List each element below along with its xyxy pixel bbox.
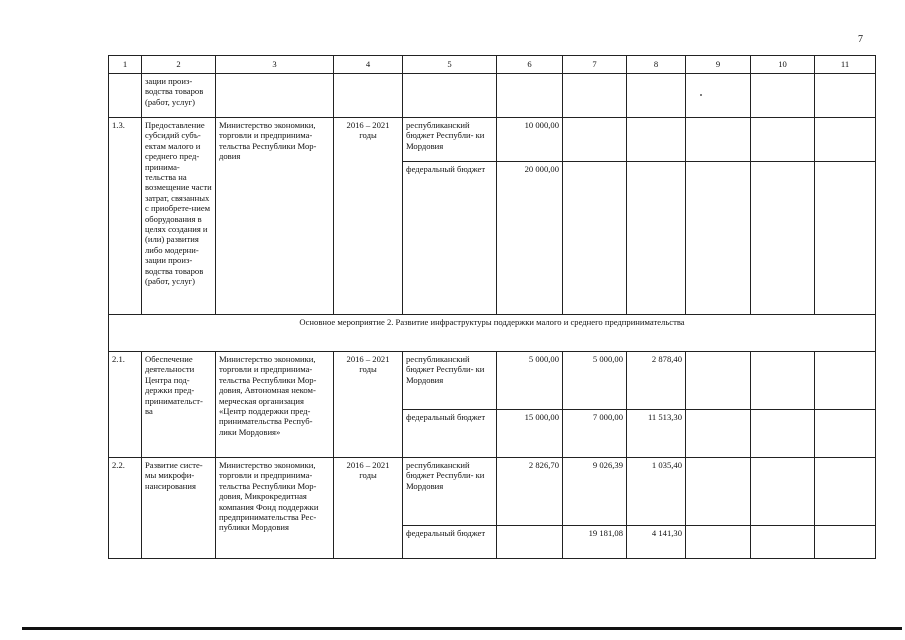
col-header: 10 — [751, 56, 815, 74]
col-header: 11 — [815, 56, 876, 74]
amount: 2 826,70 — [497, 458, 563, 526]
table-row — [109, 352, 876, 410]
period: 2016 – 2021 годы — [334, 458, 403, 559]
amount: 1 035,40 — [627, 458, 686, 526]
funding-source: республиканский бюджет Республи- ки Мордовия — [403, 118, 497, 162]
executor: Министерство экономики, торговли и предпринима- тельства Республики Мор- довия — [216, 118, 334, 315]
scan-speck — [700, 94, 702, 96]
col-header: 2 — [142, 56, 216, 74]
scan-edge-rule — [22, 627, 902, 630]
col-header: 3 — [216, 56, 334, 74]
row-number: 2.1. — [109, 352, 142, 458]
funding-source: федеральный бюджет — [403, 526, 497, 559]
executor: Министерство экономики, торговли и предпринима- тельства Республики Мор- довия, Микрокредитная компания Фонд поддержки предпринимательства Рес- публики Мордовия — [216, 458, 334, 559]
program-table — [108, 55, 876, 559]
page-number: 7 — [858, 34, 863, 45]
amount: 5 000,00 — [563, 352, 627, 410]
activity-name: Развитие систе- мы микрофи- нансирования — [142, 458, 216, 559]
amount: 9 026,39 — [563, 458, 627, 526]
col-header: 8 — [627, 56, 686, 74]
col-header: 4 — [334, 56, 403, 74]
table-row — [109, 74, 876, 118]
table-row — [109, 118, 876, 162]
amount: 15 000,00 — [497, 410, 563, 458]
funding-source: республиканский бюджет Республи- ки Мордовия — [403, 458, 497, 526]
section-title: Основное мероприятие 2. Развитие инфраструктуры поддержки малого и среднего предпринимательства — [109, 315, 876, 352]
executor: Министерство экономики, торговли и предпринима- тельства Республики Мор- довия, Автономная неком- мерческая организация «Центр поддержки пред- принимательства Респуб- лики Мордовия» — [216, 352, 334, 458]
activity-name: Предоставление субсидий субъ- ектам малого и среднего пред- принима- тельства на возмещение части затрат, связанных с приобрете-нием оборудования в целях создания и (или) развития либо модерни- зации произ- водства товаров (работ, услуг) — [142, 118, 216, 315]
col-header: 9 — [686, 56, 751, 74]
amount: 7 000,00 — [563, 410, 627, 458]
activity-name: Обеспечение деятельности Центра под- держки пред- принимательст- ва — [142, 352, 216, 458]
col-header: 5 — [403, 56, 497, 74]
funding-source: федеральный бюджет — [403, 162, 497, 315]
col-header: 7 — [563, 56, 627, 74]
funding-source: республиканский бюджет Республи- ки Мордовия — [403, 352, 497, 410]
funding-source: федеральный бюджет — [403, 410, 497, 458]
section-row — [109, 315, 876, 352]
activity-name: зации произ- водства товаров (работ, услуг) — [142, 74, 216, 118]
row-number: 2.2. — [109, 458, 142, 559]
col-header: 1 — [109, 56, 142, 74]
amount: 11 513,30 — [627, 410, 686, 458]
amount: 5 000,00 — [497, 352, 563, 410]
col-header: 6 — [497, 56, 563, 74]
row-number: 1.3. — [109, 118, 142, 315]
amount: 2 878,40 — [627, 352, 686, 410]
amount: 19 181,08 — [563, 526, 627, 559]
period: 2016 – 2021 годы — [334, 118, 403, 315]
amount: 10 000,00 — [497, 118, 563, 162]
table-row — [109, 458, 876, 526]
amount: 20 000,00 — [497, 162, 563, 315]
header-row — [109, 56, 876, 74]
period: 2016 – 2021 годы — [334, 352, 403, 458]
amount: 4 141,30 — [627, 526, 686, 559]
